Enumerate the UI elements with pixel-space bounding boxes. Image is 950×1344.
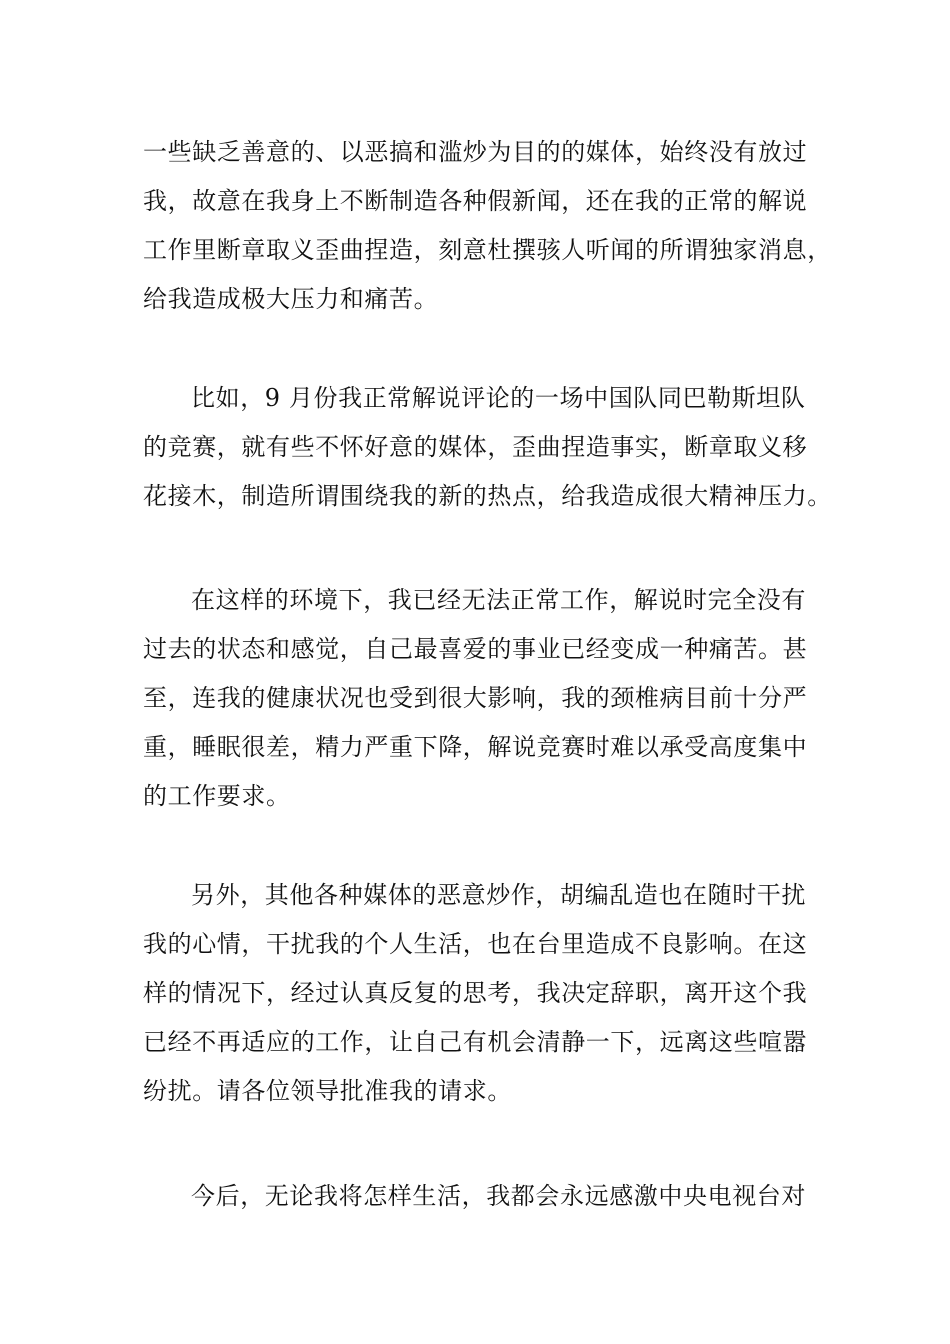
paragraph-line: 花接木，制造所谓围绕我的新的热点，给我造成很大精神压力。: [143, 482, 832, 510]
paragraph-line: 比如，9 月份我正常解说评论的一场中国队同巴勒斯坦队: [191, 384, 806, 412]
paragraph-3: [143, 576, 833, 821]
paragraph-line: 给我造成极大压力和痛苦。: [143, 285, 439, 313]
paragraph-line: 在这样的环境下，我已经无法正常工作，解说时完全没有: [191, 586, 806, 614]
paragraph-2: [143, 374, 833, 521]
paragraph-line: 的工作要求。: [143, 782, 291, 810]
paragraph-1: [143, 128, 833, 324]
paragraph-5: [143, 1172, 833, 1221]
paragraph-line: 至，连我的健康状况也受到很大影响，我的颈椎病目前十分严: [143, 684, 808, 712]
paragraph-line: 的竞赛，就有些不怀好意的媒体，歪曲捏造事实，断章取义移: [143, 433, 808, 461]
paragraph-line: 纷扰。请各位领导批准我的请求。: [143, 1077, 512, 1105]
paragraph-line: 过去的状态和感觉，自己最喜爱的事业已经变成一种痛苦。甚: [143, 635, 808, 663]
paragraph-line: 我，故意在我身上不断制造各种假新闻，还在我的正常的解说: [143, 187, 808, 215]
paragraph-line: 一些缺乏善意的、以恶搞和滥炒为目的的媒体，始终没有放过: [143, 138, 808, 166]
paragraph-line: 工作里断章取义歪曲捏造，刻意杜撰骇人听闻的所谓独家消息，: [143, 236, 832, 264]
paragraph-line: 重，睡眠很差，精力严重下降，解说竞赛时难以承受高度集中: [143, 733, 808, 761]
paragraph-line: 我的心情，干扰我的个人生活，也在台里造成不良影响。在这: [143, 930, 808, 958]
paragraph-line: 今后，无论我将怎样生活，我都会永远感激中央电视台对: [191, 1182, 806, 1210]
paragraph-line: 样的情况下，经过认真反复的思考，我决定辞职，离开这个我: [143, 979, 808, 1007]
paragraph-line: 另外，其他各种媒体的恶意炒作，胡编乱造也在随时干扰: [191, 881, 806, 909]
paragraph-4: [143, 871, 833, 1116]
paragraph-line: 已经不再适应的工作，让自己有机会清静一下，远离这些喧嚣: [143, 1028, 808, 1056]
